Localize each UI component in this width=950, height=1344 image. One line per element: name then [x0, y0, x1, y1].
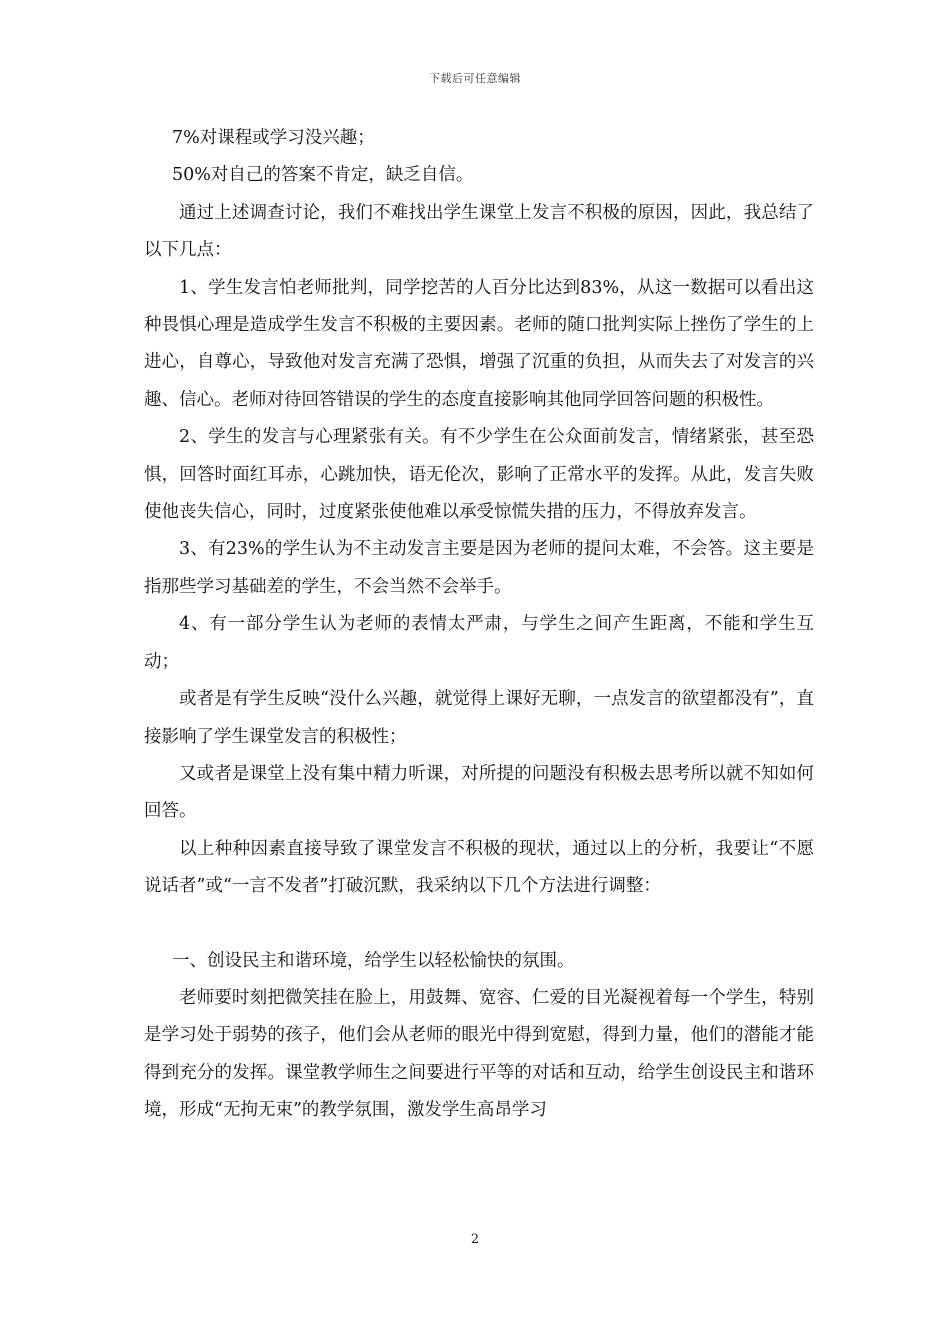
blank-line: [144, 906, 814, 943]
paragraph: 以上种种因素直接导致了课堂发言不积极的现状，通过以上的分析，我要让“不愿说话者”或“一言不发者”打破沉默，我采纳以下几个方法进行调整：: [144, 838, 814, 897]
paragraph: 或者是有学生反映“没什么兴趣，就觉得上课好无聊，一点发言的欲望都没有”，直接影响了学生课堂发言的积极性；: [144, 689, 814, 747]
paragraph: 2、学生的发言与心理紧张有关。有不少学生在公众面前发言，情绪紧张，甚至恐惧，回答时面红耳赤，心跳加快，语无伦次，影响了正常水平的发挥。从此，发言失败使他丧失信心，同时，过度紧张使他难以承受惊慌失措的压力，不得放弃发言。: [144, 427, 814, 523]
paragraph: 通过上述调查讨论，我们不难找出学生课堂上发言不积极的原因，因此，我总结了以下几点：: [144, 202, 814, 261]
paragraph: 1、学生发言怕老师批判，同学挖苦的人百分比达到83%，从这一数据可以看出这种畏惧心理是造成学生发言不积极的主要因素。老师的随口批判实际上挫伤了学生的上进心，自尊心，导致他对发言充满了恐惧，增强了沉重的负担，从而失去了对发言的兴趣、信心。老师对待回答错误的学生的态度直接影响其他同学回答问题的积极性。: [144, 277, 814, 410]
paragraph: 3、有23%的学生认为不主动发言主要是因为老师的提问太难，不会答。这主要是指那些学习基础差的学生，不会当然不会举手。: [144, 539, 814, 597]
paragraph: 4、有一部分学生认为老师的表情太严肃，与学生之间产生距离，不能和学生互动；: [144, 614, 814, 672]
section-heading: 一、创设民主和谐环境，给学生以轻松愉快的氛围。: [172, 950, 575, 971]
page-header: 下载后可任意编辑: [429, 72, 521, 85]
page-number: 2: [470, 1232, 480, 1247]
paragraph: 50%对自己的答案不肯定，缺乏自信。: [172, 165, 474, 186]
paragraph: 7%对课程或学习没兴趣；: [172, 128, 375, 148]
paragraph: 又或者是课堂上没有集中精力听课，对所提的问题没有积极去思考所以就不知如何回答。: [144, 763, 814, 822]
document-body: [144, 120, 814, 1130]
section-paragraph: 老师要时刻把微笑挂在脸上，用鼓舞、宽容、仁爱的目光凝视着每一个学生，特别是学习处于弱势的孩子，他们会从老师的眼光中得到宽慰，得到力量，他们的潜能才能得到充分的发挥。课堂教学师生之间要进行平等的对话和互动，给学生创设民主和谐环境，形成“无拘无束”的教学氛围，激发学生高昂学习: [144, 987, 814, 1121]
